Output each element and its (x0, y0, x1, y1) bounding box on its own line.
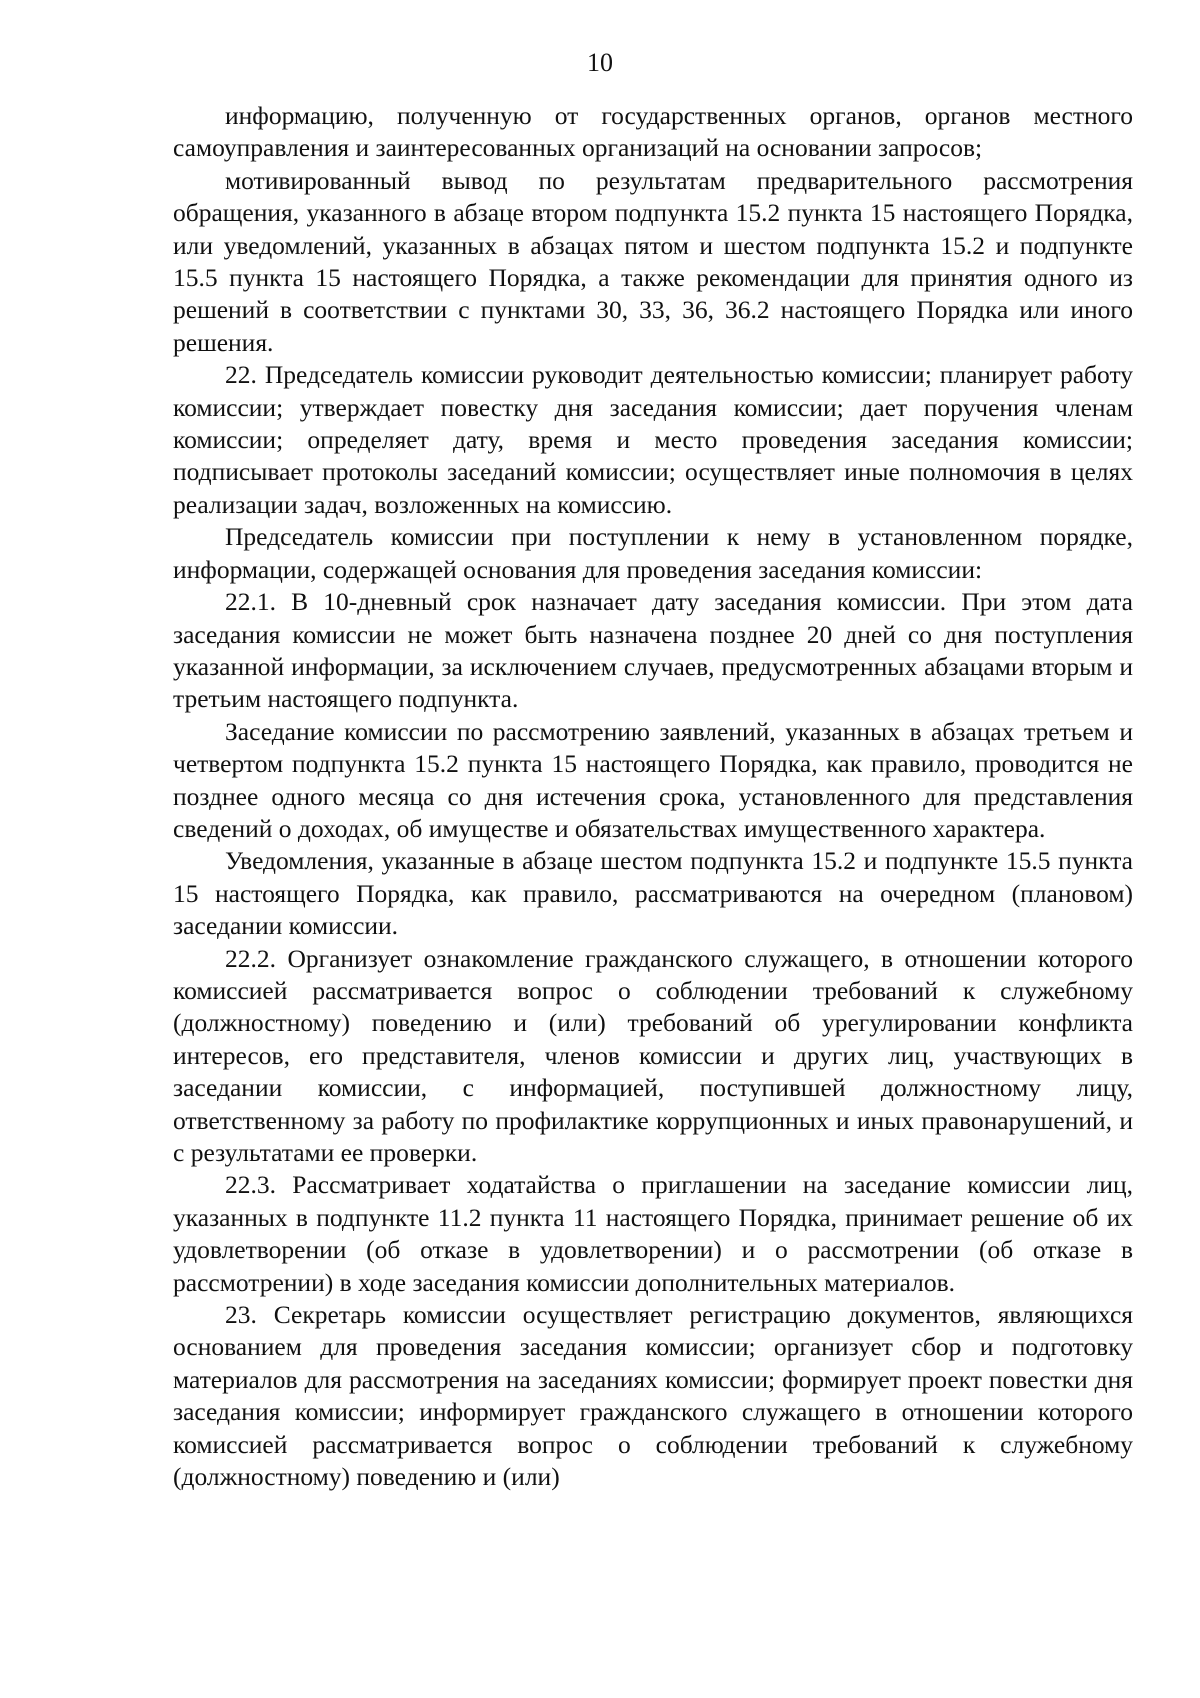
paragraph: 22. Председатель комиссии руководит деятельностью комиссии; планирует работу комиссии; утверждает повестку дня заседания комиссии; дает поручения членам комиссии; определяет дату, время и место проведения заседания комиссии; подписывает протоколы заседаний комиссии; осуществляет иные полномочия в целях реализации задач, возложенных на комиссию. (173, 360, 1133, 519)
page-number: 10 (587, 48, 613, 77)
paragraph: 23. Секретарь комиссии осуществляет регистрацию документов, являющихся основанием для проведения заседания комиссии; организует сбор и подготовку материалов для рассмотрения на заседаниях комиссии; формирует проект повестки дня заседания комиссии; информирует гражданского служащего в отношении которого комиссией рассматривается вопрос о соблюдении требований к служебному (должностному) поведению и (или) (173, 1300, 1133, 1492)
paragraph: Председатель комиссии при поступлении к нему в установленном порядке, информации, содержащей основания для проведения заседания комиссии: (173, 522, 1133, 584)
paragraph: 22.3. Рассматривает ходатайства о приглашении на заседание комиссии лиц, указанных в подпункте 11.2 пункта 11 настоящего Порядка, принимает решение об их удовлетворении (об отказе в удовлетворении) и о рассмотрении (об отказе в рассмотрении) в ходе заседания комиссии дополнительных материалов. (173, 1170, 1133, 1297)
paragraph: Заседание комиссии по рассмотрению заявлений, указанных в абзацах третьем и четвертом подпункта 15.2 пункта 15 настоящего Порядка, как правило, проводится не позднее одного месяца со дня истечения срока, установленного для представления сведений о доходах, об имуществе и обязательствах имущественного характера. (173, 716, 1133, 843)
paragraph: Уведомления, указанные в абзаце шестом подпункта 15.2 и подпункте 15.5 пункта 15 настоящего Порядка, как правило, рассматриваются на очередном (плановом) заседании комиссии. (173, 846, 1133, 941)
document-body (173, 100, 1133, 1493)
paragraph: мотивированный вывод по результатам предварительного рассмотрения обращения, указанного в абзаце втором подпункта 15.2 пункта 15 настоящего Порядка, или уведомлений, указанных в абзацах пятом и шестом подпункта 15.2 и подпункте 15.5 пункта 15 настоящего Порядка, а также рекомендации для принятия одного из решений в соответствии с пунктами 30, 33, 36, 36.2 настоящего Порядка или иного решения. (173, 165, 1133, 357)
paragraph: информацию, полученную от государственных органов, органов местного самоуправления и заинтересованных организаций на основании запросов; (173, 101, 1133, 163)
paragraph: 22.2. Организует ознакомление гражданского служащего, в отношении которого комиссией рассматривается вопрос о соблюдении требований к служебному (должностному) поведению и (или) требований об урегулировании конфликта интересов, его представителя, членов комиссии и других лиц, участвующих в заседании комиссии, с информацией, поступившей должностному лицу, ответственному за работу по профилактике коррупционных и иных правонарушений, и с результатами ее проверки. (173, 943, 1133, 1167)
paragraph: 22.1. В 10-дневный срок назначает дату заседания комиссии. При этом дата заседания комиссии не может быть назначена позднее 20 дней со дня поступления указанной информации, за исключением случаев, предусмотренных абзацами вторым и третьим настоящего подпункта. (173, 587, 1133, 714)
